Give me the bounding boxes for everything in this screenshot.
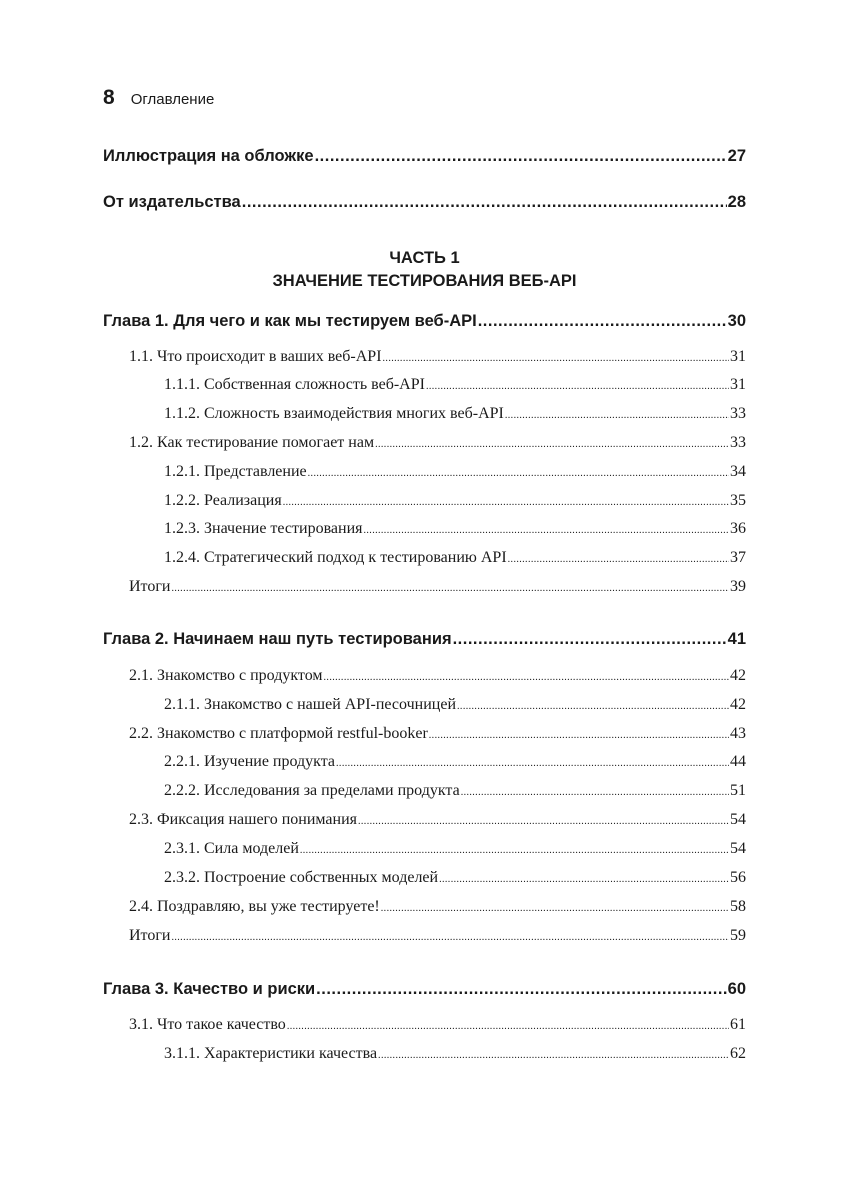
toc-entry[interactable] (164, 840, 746, 858)
toc-entry-label: 2.1. Знакомство с продуктом (129, 667, 323, 684)
dot-leader (381, 903, 729, 914)
toc-entry-label: 2.2. Знакомство с платформой restful-booker (129, 725, 428, 742)
toc-entry-page: 28 (727, 193, 746, 211)
dot-leader (478, 312, 727, 331)
chapter-page: 60 (727, 980, 746, 998)
dot-leader (324, 672, 729, 683)
chapter-page: 30 (727, 312, 746, 330)
toc-entry-page: 31 (730, 348, 746, 365)
part-heading (103, 247, 746, 293)
toc-entry-label: 1.2.3. Значение тестирования (164, 520, 363, 537)
toc-entry-page: 59 (730, 927, 746, 944)
toc-entry[interactable] (129, 898, 746, 916)
toc-entry-page: 56 (730, 869, 746, 886)
dot-leader (375, 439, 729, 450)
toc-entry-label: 2.2.1. Изучение продукта (164, 753, 336, 770)
toc-entry-page: 54 (730, 811, 746, 828)
toc-entry-page: 31 (730, 376, 746, 393)
toc-entry-page: 37 (730, 549, 746, 566)
dot-leader (171, 583, 729, 594)
toc-entry-page: 33 (730, 434, 746, 451)
dot-leader (315, 147, 727, 166)
toc-entry-page: 58 (730, 898, 746, 915)
dot-leader (453, 630, 727, 649)
dot-leader (358, 816, 729, 827)
toc-chapter-1[interactable] (103, 312, 746, 331)
dot-leader (508, 554, 729, 565)
toc-entry[interactable] (164, 549, 746, 567)
toc-entry-label: 1.1. Что происходит в ваших веб-API (129, 348, 382, 365)
toc-chapter-3[interactable] (103, 980, 746, 999)
dot-leader (505, 410, 729, 421)
toc-entry-label: Итоги (129, 578, 171, 595)
toc-entry-label: 2.2.2. Исследования за пределами продукта (164, 782, 460, 799)
toc-entry[interactable] (164, 520, 746, 538)
toc-entry[interactable] (164, 492, 746, 510)
toc-entry-page: 44 (730, 753, 746, 770)
toc-entry[interactable] (164, 405, 746, 423)
toc-entry-page: 54 (730, 840, 746, 857)
dot-leader (316, 980, 726, 999)
chapter-title: Глава 1. Для чего и как мы тестируем веб-API (103, 312, 477, 330)
running-head (103, 86, 214, 110)
toc-entry[interactable] (129, 811, 746, 829)
dot-leader (429, 730, 729, 741)
dot-leader (378, 1050, 729, 1061)
toc-entry-page: 35 (730, 492, 746, 509)
toc-entry-page: 62 (730, 1045, 746, 1062)
toc-entry-page: 43 (730, 725, 746, 742)
toc-entry[interactable] (129, 578, 746, 596)
toc-entry-label: 3.1. Что такое качество (129, 1016, 286, 1033)
toc-entry[interactable] (164, 696, 746, 714)
toc-entry[interactable] (164, 753, 746, 771)
toc-entry-label: 2.4. Поздравляю, вы уже тестируете! (129, 898, 380, 915)
toc-entry-label: Иллюстрация на обложке (103, 147, 314, 165)
toc-chapter-2[interactable] (103, 630, 746, 649)
toc-entry-label: 2.1.1. Знакомство с нашей API-песочницей (164, 696, 457, 713)
toc-entry-label: 3.1.1. Характеристики качества (164, 1045, 378, 1062)
dot-leader (383, 353, 729, 364)
toc-entry[interactable] (164, 1045, 746, 1063)
toc-entry-from-publisher[interactable] (103, 193, 746, 212)
dot-leader (426, 381, 729, 392)
toc-entry[interactable] (164, 376, 746, 394)
toc-entry-page: 39 (730, 578, 746, 595)
part-title: ЗНАЧЕНИЕ ТЕСТИРОВАНИЯ ВЕБ-API (272, 272, 577, 290)
page-number: 8 (103, 86, 115, 109)
section-title: Оглавление (130, 91, 215, 108)
dot-leader (308, 468, 729, 479)
toc-entry-label: От издательства (103, 193, 241, 211)
toc-entry-page: 51 (730, 782, 746, 799)
toc-entry-label: 1.2.4. Стратегический подход к тестированию API (164, 549, 507, 566)
toc-entry-label: 1.1.1. Собственная сложность веб-API (164, 376, 425, 393)
toc-entry-label: Итоги (129, 927, 171, 944)
toc-entry-cover-illustration[interactable] (103, 147, 746, 166)
dot-leader (242, 193, 727, 212)
toc-entry[interactable] (129, 434, 746, 452)
toc-entry-label: 1.1.2. Сложность взаимодействия многих веб-API (164, 405, 504, 422)
dot-leader (283, 497, 729, 508)
part-number: ЧАСТЬ 1 (389, 249, 460, 267)
toc-entry-label: 2.3.1. Сила моделей (164, 840, 299, 857)
toc-entry[interactable] (164, 463, 746, 481)
toc-entry[interactable] (129, 348, 746, 366)
toc-entry-label: 1.2.2. Реализация (164, 492, 282, 509)
toc-entry-label: 1.2. Как тестирование помогает нам (129, 434, 375, 451)
dot-leader (300, 845, 729, 856)
toc-entry-label: 2.3.2. Построение собственных моделей (164, 869, 439, 886)
dot-leader (439, 874, 729, 885)
dot-leader (364, 525, 730, 536)
toc-entry-page: 42 (730, 667, 746, 684)
toc-entry-label: 2.3. Фиксация нашего понимания (129, 811, 357, 828)
chapter-page: 41 (727, 630, 746, 648)
dot-leader (457, 701, 729, 712)
toc-entry-label: 1.2.1. Представление (164, 463, 307, 480)
toc-entry[interactable] (129, 927, 746, 945)
toc-entry-page: 34 (730, 463, 746, 480)
toc-entry-page: 61 (730, 1016, 746, 1033)
dot-leader (336, 758, 729, 769)
toc-entry[interactable] (164, 869, 746, 887)
chapter-title: Глава 2. Начинаем наш путь тестирования (103, 630, 452, 648)
toc-entry-page: 36 (730, 520, 746, 537)
chapter-title: Глава 3. Качество и риски (103, 980, 316, 998)
toc-entry[interactable] (129, 1016, 746, 1034)
dot-leader (287, 1021, 729, 1032)
toc-entry-page: 27 (727, 147, 746, 165)
toc-entry-page: 33 (730, 405, 746, 422)
dot-leader (171, 932, 729, 943)
toc-entry-page: 42 (730, 696, 746, 713)
toc-entry[interactable] (164, 782, 746, 800)
dot-leader (461, 787, 729, 798)
toc-entry[interactable] (129, 667, 746, 685)
toc-entry[interactable] (129, 725, 746, 743)
